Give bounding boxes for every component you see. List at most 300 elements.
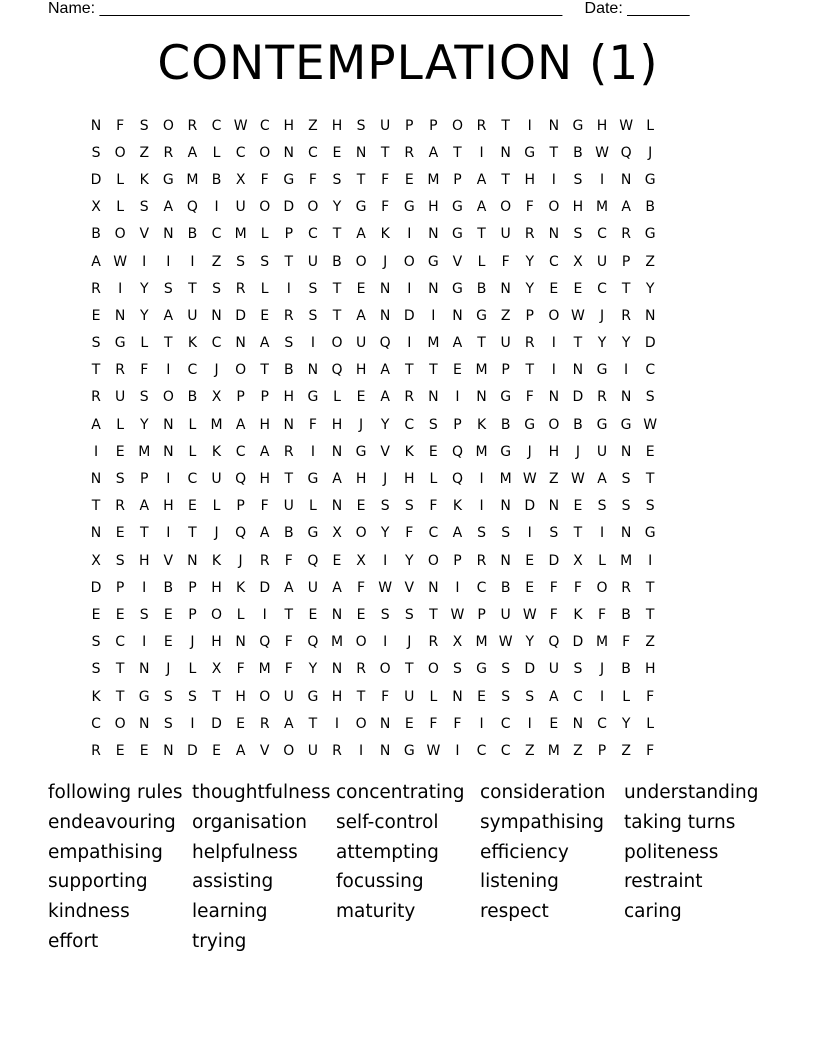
grid-letter: N	[476, 389, 487, 406]
grid-letter: S	[501, 525, 511, 542]
grid-letter: D	[283, 199, 295, 216]
header-line	[48, 0, 748, 20]
grid-letter: I	[383, 552, 388, 569]
grid-letter: R	[283, 307, 294, 324]
grid-letter: N	[331, 606, 343, 623]
grid-letter: U	[548, 661, 559, 678]
grid-letter: T	[477, 226, 486, 243]
grid-letter: G	[162, 171, 174, 188]
grid-letter: S	[380, 498, 390, 515]
grid-letter: N	[331, 498, 343, 515]
grid-letter: S	[163, 688, 173, 705]
grid-letter: H	[355, 471, 367, 488]
grid-letter: E	[525, 579, 535, 596]
grid-letter: F	[116, 117, 125, 134]
grid-letter: A	[452, 335, 463, 352]
grid-letter: R	[404, 144, 415, 161]
grid-letter: V	[163, 552, 174, 569]
grid-letter: H	[163, 498, 174, 515]
grid-letter: R	[259, 552, 270, 569]
grid-letter: U	[596, 253, 608, 270]
grid-letter: S	[308, 280, 318, 297]
grid-letter: T	[91, 362, 101, 379]
grid-letter: N	[428, 226, 439, 243]
grid-letter: A	[259, 443, 270, 460]
grid-letter: G	[355, 199, 367, 216]
grid-row	[84, 248, 732, 275]
grid-letter: I	[551, 335, 556, 352]
grid-row	[84, 465, 732, 492]
grid-letter: G	[476, 661, 487, 678]
grid-letter: R	[404, 389, 415, 406]
grid-letter: F	[284, 661, 293, 678]
word-list-item: endeavouring	[48, 811, 176, 833]
grid-letter: K	[573, 606, 583, 623]
grid-letter: D	[572, 634, 584, 651]
grid-row	[84, 493, 732, 520]
grid-letter: I	[142, 579, 147, 596]
grid-letter: L	[598, 552, 606, 569]
grid-letter: I	[599, 688, 605, 705]
grid-letter: A	[187, 144, 198, 161]
grid-row	[84, 194, 732, 221]
grid-letter: A	[139, 498, 150, 515]
grid-letter: E	[645, 443, 655, 460]
grid-letter: T	[501, 117, 510, 134]
grid-letter: I	[118, 280, 123, 297]
grid-letter: I	[551, 171, 556, 188]
grid-letter: F	[525, 199, 534, 216]
grid-letter: D	[548, 552, 560, 569]
grid-letter: U	[307, 579, 319, 596]
grid-letter: T	[188, 280, 197, 297]
date-label: Date:	[584, 0, 628, 17]
grid-letter: H	[572, 199, 584, 216]
grid-letter: C	[573, 688, 583, 705]
word-list-item: learning	[192, 901, 268, 923]
grid-letter: E	[453, 362, 462, 379]
grid-letter: O	[548, 199, 560, 216]
grid-letter: J	[190, 634, 195, 651]
grid-letter: S	[139, 389, 149, 406]
grid-letter: T	[645, 606, 655, 623]
grid-letter: A	[476, 171, 487, 188]
grid-letter: X	[235, 171, 246, 188]
grid-row	[84, 574, 732, 601]
grid-letter: I	[479, 471, 484, 488]
grid-letter: E	[356, 389, 366, 406]
grid-row	[84, 601, 732, 628]
grid-letter: I	[310, 335, 315, 352]
grid-letter: R	[621, 307, 631, 324]
grid-letter: N	[163, 443, 174, 460]
grid-letter: B	[621, 661, 631, 678]
grid-letter: O	[259, 199, 271, 216]
grid-letter: W	[643, 416, 658, 433]
grid-letter: S	[284, 335, 294, 352]
grid-letter: A	[163, 307, 174, 324]
grid-letter: F	[260, 498, 269, 515]
grid-letter: F	[381, 199, 390, 216]
grid-letter: R	[332, 742, 342, 759]
grid-letter: D	[572, 389, 584, 406]
word-list-item: self-control	[336, 811, 439, 833]
grid-letter: F	[646, 688, 655, 705]
grid-letter: N	[163, 416, 174, 433]
word-list-item: concentrating	[336, 782, 465, 803]
word-list-item: maturity	[336, 901, 416, 923]
grid-letter: A	[356, 226, 366, 243]
grid-letter: P	[236, 389, 245, 406]
grid-letter: G	[355, 443, 367, 460]
word-list-item: assisting	[192, 871, 274, 893]
grid-letter: R	[115, 362, 125, 379]
grid-letter: N	[355, 144, 367, 161]
grid-letter: H	[404, 471, 415, 488]
grid-letter: T	[308, 715, 318, 732]
grid-letter: I	[455, 742, 460, 759]
grid-letter: G	[138, 688, 150, 705]
grid-letter: F	[381, 688, 390, 705]
grid-letter: A	[163, 199, 174, 216]
grid-letter: Y	[139, 416, 149, 433]
grid-letter: W	[378, 579, 393, 596]
grid-letter: R	[621, 579, 631, 596]
grid-letter: L	[188, 443, 197, 460]
grid-letter: F	[646, 742, 655, 759]
grid-letter: N	[500, 498, 511, 515]
grid-letter: I	[166, 525, 171, 542]
grid-letter: D	[211, 715, 222, 732]
grid-letter: A	[259, 335, 270, 352]
grid-letter: N	[548, 226, 560, 243]
grid-letter: W	[522, 471, 537, 488]
grid-letter: I	[166, 253, 171, 270]
grid-letter: Q	[548, 634, 560, 651]
grid-letter: F	[429, 498, 438, 515]
grid-letter: S	[621, 471, 631, 488]
grid-letter: P	[525, 307, 534, 324]
letter-grid	[84, 112, 732, 765]
grid-letter: E	[115, 742, 125, 759]
grid-letter: C	[259, 117, 270, 134]
word-list-item: attempting	[336, 841, 439, 863]
grid-letter: Z	[645, 634, 655, 651]
grid-letter: L	[429, 471, 438, 488]
grid-letter: F	[284, 634, 293, 651]
grid-letter: T	[284, 253, 294, 270]
grid-letter: V	[380, 443, 390, 460]
grid-letter: A	[621, 199, 631, 216]
grid-letter: I	[455, 579, 460, 596]
grid-letter: T	[332, 226, 342, 243]
grid-letter: T	[645, 471, 655, 488]
grid-letter: T	[139, 525, 149, 542]
grid-letter: M	[427, 335, 440, 352]
grid-letter: O	[596, 579, 608, 596]
grid-letter: D	[259, 579, 271, 596]
grid-letter: N	[620, 389, 632, 406]
grid-letter: U	[404, 688, 415, 705]
grid-letter: S	[380, 606, 390, 623]
grid-letter: M	[210, 416, 223, 433]
grid-letter: T	[332, 307, 342, 324]
grid-letter: F	[622, 634, 631, 651]
grid-letter: S	[501, 688, 511, 705]
grid-letter: F	[549, 606, 558, 623]
grid-letter: F	[597, 606, 607, 623]
grid-letter: E	[573, 498, 583, 515]
grid-letter: L	[333, 389, 341, 406]
grid-letter: I	[166, 362, 171, 379]
grid-letter: R	[476, 117, 487, 134]
grid-letter: I	[214, 199, 219, 216]
grid-letter: E	[428, 443, 438, 460]
grid-letter: E	[115, 525, 125, 542]
grid-letter: B	[187, 389, 198, 406]
grid-row	[84, 166, 732, 193]
grid-letter: L	[188, 661, 197, 678]
word-list	[48, 778, 768, 957]
grid-letter: E	[163, 606, 173, 623]
grid-letter: W	[450, 606, 465, 623]
grid-letter: F	[405, 525, 414, 542]
grid-letter: J	[599, 661, 605, 678]
grid-letter: N	[452, 307, 463, 324]
grid-row	[84, 112, 732, 139]
word-list-item: taking turns	[624, 811, 736, 833]
grid-letter: N	[428, 280, 439, 297]
grid-letter: U	[500, 606, 511, 623]
grid-letter: N	[572, 362, 584, 379]
grid-letter: H	[211, 634, 222, 651]
grid-letter: P	[453, 552, 462, 569]
grid-letter: T	[573, 525, 583, 542]
grid-letter: G	[427, 253, 439, 270]
grid-letter: L	[477, 253, 486, 270]
grid-letter: T	[429, 362, 438, 379]
grid-letter: N	[620, 171, 632, 188]
grid-letter: E	[187, 498, 197, 515]
grid-letter: P	[188, 579, 197, 596]
grid-letter: U	[355, 335, 367, 352]
grid-letter: O	[114, 715, 126, 732]
grid-letter: C	[597, 226, 607, 243]
grid-letter: C	[500, 715, 511, 732]
word-list-item: kindness	[48, 901, 130, 923]
grid-letter: W	[571, 471, 585, 488]
word-list-item: consideration	[480, 782, 606, 803]
grid-letter: W	[619, 117, 634, 134]
grid-letter: L	[212, 498, 221, 515]
grid-letter: H	[138, 552, 150, 569]
grid-letter: P	[236, 498, 245, 515]
grid-letter: N	[644, 307, 656, 324]
grid-letter: S	[501, 661, 511, 678]
grid-letter: Z	[211, 253, 222, 270]
grid-letter: R	[91, 389, 101, 406]
grid-letter: I	[190, 253, 195, 270]
grid-letter: G	[403, 742, 415, 759]
word-list-item: empathising	[48, 841, 163, 863]
grid-letter: J	[407, 634, 412, 651]
grid-letter: I	[334, 715, 340, 732]
grid-letter: G	[644, 226, 656, 243]
grid-letter: M	[595, 634, 609, 651]
grid-letter: F	[284, 552, 293, 569]
grid-letter: G	[403, 199, 415, 216]
grid-letter: I	[142, 634, 147, 651]
grid-letter: T	[212, 688, 221, 705]
grid-letter: E	[356, 606, 366, 623]
grid-letter: G	[572, 117, 584, 134]
grid-letter: I	[93, 443, 99, 460]
grid-letter: Z	[524, 742, 535, 759]
grid-letter: N	[138, 715, 150, 732]
grid-letter: U	[500, 226, 511, 243]
puzzle-title: CONTEMPLATION (1)	[157, 36, 659, 91]
grid-letter: P	[453, 171, 462, 188]
grid-letter: I	[431, 307, 436, 324]
header-gap	[562, 0, 584, 17]
grid-letter: L	[188, 416, 197, 433]
grid-letter: M	[595, 199, 609, 216]
grid-letter: T	[356, 688, 366, 705]
grid-letter: C	[187, 362, 198, 379]
grid-letter: O	[355, 525, 367, 542]
grid-letter: E	[115, 606, 125, 623]
grid-letter: K	[380, 226, 390, 243]
grid-letter: I	[527, 525, 532, 542]
grid-letter: K	[236, 579, 246, 596]
grid-letter: F	[357, 579, 366, 596]
grid-letter: N	[331, 443, 343, 460]
grid-letter: O	[500, 199, 512, 216]
grid-letter: Y	[308, 661, 318, 678]
grid-letter: J	[383, 471, 388, 488]
grid-letter: A	[284, 579, 294, 596]
grid-letter: O	[114, 226, 126, 243]
grid-letter: X	[332, 525, 342, 542]
grid-letter: N	[235, 634, 246, 651]
grid-row	[84, 411, 732, 438]
grid-letter: R	[283, 443, 294, 460]
grid-letter: I	[479, 498, 484, 515]
grid-letter: J	[214, 525, 219, 542]
grid-letter: C	[91, 715, 101, 732]
grid-letter: Y	[380, 416, 390, 433]
grid-letter: P	[284, 226, 294, 243]
grid-letter: U	[211, 471, 222, 488]
grid-letter: W	[498, 634, 513, 651]
grid-letter: T	[645, 579, 655, 596]
grid-letter: R	[476, 552, 487, 569]
grid-letter: N	[428, 389, 439, 406]
grid-letter: C	[235, 443, 246, 460]
grid-letter: R	[524, 335, 535, 352]
grid-letter: S	[139, 117, 149, 134]
grid-letter: L	[116, 171, 125, 188]
grid-letter: G	[114, 335, 126, 352]
grid-letter: S	[163, 280, 173, 297]
grid-letter: I	[455, 389, 460, 406]
grid-letter: T	[525, 362, 535, 379]
grid-letter: O	[403, 253, 415, 270]
grid-letter: I	[262, 606, 267, 623]
grid-letter: E	[212, 742, 221, 759]
grid-letter: G	[524, 144, 536, 161]
word-list-item: thoughtfulness	[192, 782, 331, 803]
grid-letter: H	[283, 389, 295, 406]
grid-letter: P	[501, 362, 510, 379]
grid-letter: G	[307, 471, 319, 488]
grid-letter: K	[187, 335, 198, 352]
word-list-item: helpfulness	[192, 841, 298, 863]
word-list-item: following rules	[48, 782, 183, 803]
grid-letter: I	[286, 280, 291, 297]
name-blank: ____________________________________________________	[99, 0, 563, 17]
grid-letter: H	[283, 117, 295, 134]
grid-letter: S	[356, 117, 366, 134]
grid-letter: I	[407, 335, 412, 352]
grid-letter: J	[166, 661, 171, 678]
grid-letter: B	[476, 280, 487, 297]
grid-letter: V	[139, 226, 150, 243]
grid-letter: B	[573, 416, 583, 433]
grid-letter: T	[115, 688, 125, 705]
grid-letter: R	[259, 715, 270, 732]
grid-letter: V	[404, 579, 415, 596]
grid-letter: R	[524, 226, 535, 243]
grid-letter: X	[91, 199, 101, 216]
grid-row	[84, 737, 732, 764]
grid-letter: E	[91, 307, 101, 324]
grid-letter: G	[307, 525, 319, 542]
grid-letter: C	[187, 471, 198, 488]
grid-letter: P	[453, 416, 462, 433]
grid-letter: H	[211, 579, 222, 596]
date-blank: _______	[627, 0, 690, 17]
grid-letter: P	[115, 579, 125, 596]
grid-letter: Y	[404, 552, 414, 569]
grid-letter: A	[332, 579, 342, 596]
grid-letter: D	[403, 307, 415, 324]
grid-letter: T	[549, 144, 559, 161]
grid-letter: Y	[525, 253, 535, 270]
grid-letter: A	[380, 362, 390, 379]
grid-letter: O	[331, 335, 343, 352]
grid-letter: K	[452, 498, 463, 515]
grid-letter: O	[162, 117, 174, 134]
grid-letter: Q	[235, 525, 247, 542]
grid-row	[84, 302, 732, 329]
grid-letter: T	[380, 144, 390, 161]
grid-letter: R	[597, 389, 607, 406]
word-list-item: supporting	[48, 871, 148, 893]
word-list-item: efficiency	[480, 841, 569, 863]
grid-letter: E	[332, 144, 342, 161]
grid-letter: M	[499, 471, 512, 488]
grid-letter: R	[187, 117, 198, 134]
grid-letter: I	[407, 280, 412, 297]
grid-letter: Y	[645, 280, 655, 297]
grid-letter: S	[91, 634, 101, 651]
word-list-item: effort	[48, 930, 99, 952]
grid-letter: L	[236, 606, 245, 623]
grid-letter: S	[163, 715, 173, 732]
grid-letter: R	[235, 280, 246, 297]
grid-letter: I	[310, 443, 315, 460]
